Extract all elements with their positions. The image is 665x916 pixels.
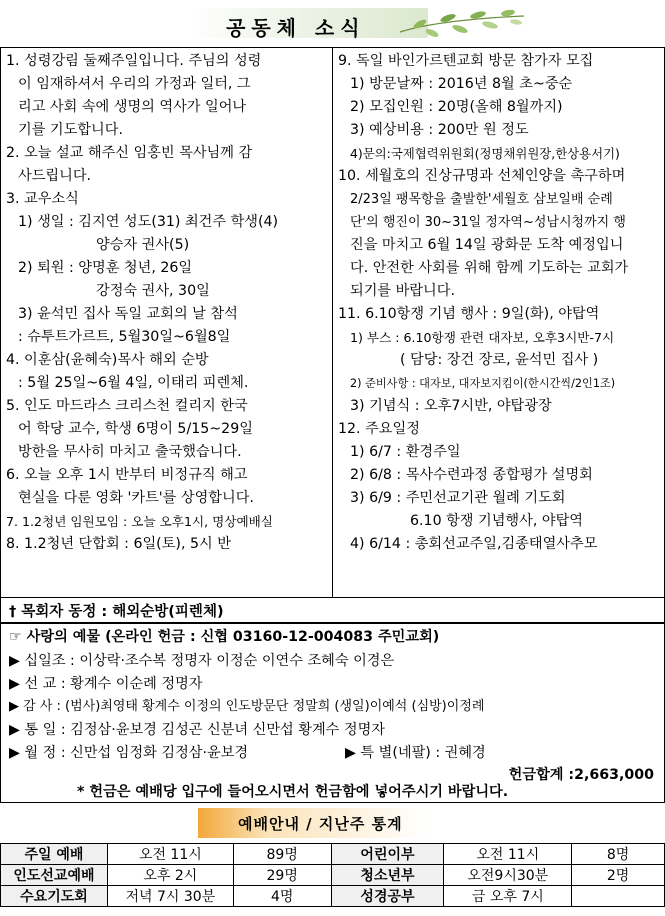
news-line: : 5월 25일~6월 4일, 이태리 피렌체.: [18, 375, 249, 391]
news-line: 4)문의:국제협력위원회(정명채위원장,한상용서기): [350, 146, 620, 161]
news-line: 방한을 무사히 마치고 출국했습니다.: [18, 444, 242, 460]
news-line: 1) 생일 : 김지연 성도(31) 최건주 학생(4): [18, 214, 279, 230]
stats-label: 어린이부: [331, 844, 444, 865]
offering-total: 헌금합계 :2,663,000: [508, 767, 654, 783]
table-row: [1, 886, 665, 907]
news-line: 11. 6.10항쟁 기념 행사 : 9일(화), 야탑역: [338, 306, 600, 322]
news-line: 7. 1.2청년 임원모임 : 오늘 오후1시, 명상예배실: [6, 514, 273, 529]
news-line: 3) 6/9 : 주민선교기관 월례 기도회: [350, 490, 566, 506]
stats-time: 금 오후 7시: [444, 886, 572, 907]
offering-special: ▶ 특 별(네팔) : 권혜경: [345, 745, 486, 761]
news-line: 4) 6/14 : 총회선교주일,김종태열사추모: [350, 536, 598, 552]
stats-time: 오전 11시: [444, 844, 572, 865]
offering-mission: ▶ 선 교 : 황계수 이순례 정명자: [9, 676, 203, 692]
news-line: 2) 퇴원 : 양명훈 청년, 26일: [18, 260, 193, 276]
offering-section: [0, 623, 665, 803]
news-line: 2) 모집인원 : 20명(올해 8월까지): [350, 99, 563, 115]
stats-count: 2명: [572, 865, 665, 886]
stats-count: 29명: [233, 865, 331, 886]
stats-count: [572, 886, 665, 907]
news-line: 3) 예상비용 : 200만 원 정도: [350, 122, 529, 138]
news-right-column: [338, 50, 628, 556]
stats-time: 오후 2시: [107, 865, 233, 886]
news-line: 3. 교우소식: [6, 191, 79, 207]
stats-time: 오전9시30분: [444, 865, 572, 886]
news-line: 1. 성령강림 둘째주일입니다. 주님의 성령: [6, 53, 262, 69]
news-line: 3) 기념식 : 오후7시반, 야탑광장: [350, 398, 552, 414]
news-line: 4. 이훈삼(윤혜숙)목사 해외 순방: [6, 352, 209, 368]
news-line: 리고 사회 속에 생명의 역사가 일어나: [18, 99, 247, 115]
news-line: 12. 주요일정: [338, 421, 420, 437]
news-line: 6. 오늘 오후 1시 반부터 비정규직 해고: [6, 467, 248, 483]
news-line: 되기를 바랍니다.: [350, 283, 455, 299]
stats-title: 예배안내 / 지난주 통계: [238, 815, 403, 833]
news-line: 9. 독일 바인가르텐교회 방문 참가자 모집: [338, 53, 594, 69]
news-line: 5. 인도 마드라스 크리스천 컬리지 한국: [6, 398, 248, 414]
news-line: 6.10 항쟁 기념행사, 야탑역: [410, 513, 583, 529]
news-line: 사드립니다.: [18, 168, 92, 184]
stats-label: 성경공부: [331, 886, 444, 907]
offering-monthly: ▶ 월 정 : 신만섭 임정화 김정삼·윤보경: [9, 745, 249, 761]
stats-label: 주일 예배: [1, 844, 108, 865]
offering-unification: ▶ 통 일 : 김정삼·윤보경 김성곤 신분녀 신만섭 황계수 정명자: [9, 722, 386, 738]
news-line: 다. 안전한 사회를 위해 함께 기도하는 교회가: [350, 260, 629, 276]
table-row: [1, 844, 665, 865]
news-line: 3) 윤석민 집사 독일 교회의 날 참석: [18, 306, 238, 322]
offering-thanks: ▶ 감 사 : (범사)최영태 황계수 이정의 인도방문단 정말희 (생일)이예석 (심방)이정례: [9, 699, 485, 714]
stats-label: 수요기도회: [1, 886, 108, 907]
news-line: 2/23일 팽목항을 출발한'세월호 삼보일배 순례: [350, 192, 613, 207]
news-line: 기를 기도합니다.: [18, 122, 123, 138]
news-line: 양승자 권사(5): [96, 237, 190, 253]
news-line: 1) 부스 : 6.10항쟁 관련 대자보, 오후3시반-7시: [350, 330, 615, 345]
news-line: 단'의 행진이 30~31일 정자역~성남시청까지 행: [350, 215, 626, 230]
news-line: 이 임재하셔서 우리의 가정과 일터, 그: [18, 76, 251, 92]
stats-time: 저녁 7시 30분: [107, 886, 233, 907]
title-bar: [0, 4, 665, 44]
stats-count: 8명: [572, 844, 665, 865]
offering-heading: ☞ 사랑의 예물 (온라인 헌금 : 신협 03160-12-004083 주민교회): [9, 629, 440, 645]
offering-notice: * 헌금은 예배당 입구에 들어오시면서 헌금함에 넣어주시기 바랍니다.: [77, 784, 509, 800]
stats-count: 4명: [233, 886, 331, 907]
stats-time: 오전 11시: [107, 844, 233, 865]
news-line: 어 학당 교수, 학생 6명이 5/15~29일: [18, 421, 253, 437]
offering-tithe: ▶ 십일조 : 이상락·조수복 정명자 이정순 이연수 조혜숙 이경은: [9, 653, 395, 669]
stats-count: 89명: [233, 844, 331, 865]
news-line: 1) 6/7 : 환경주일: [350, 444, 461, 460]
news-line: 1) 방문날짜 : 2016년 8월 초~중순: [350, 76, 573, 92]
news-line: 2) 6/8 : 목사수련과정 종합평가 설명회: [350, 467, 593, 483]
news-line: 8. 1.2청년 단합회 : 6일(토), 5시 반: [6, 536, 231, 552]
stats-table: [0, 843, 665, 907]
pastor-update: † 목회자 동정 : 해외순방(피렌체): [0, 597, 665, 623]
news-line: 2. 오늘 설교 해주신 임홍빈 목사님께 감: [6, 145, 253, 161]
table-row: [1, 865, 665, 886]
news-left-column: [6, 50, 278, 556]
news-line: 진을 마치고 6월 14일 광화문 도착 예정입니: [350, 237, 624, 253]
news-line: 강정숙 권사, 30일: [96, 283, 210, 299]
news-line: 2) 준비사항 : 대자보, 대자보지킴이(한시간씩/2인1조): [350, 377, 616, 390]
news-line: 10. 세월호의 진상규명과 선체인양을 촉구하며: [338, 168, 626, 184]
news-line: ( 담당: 장건 장로, 윤석민 집사 ): [400, 352, 599, 368]
page-title: 공동체 소식: [226, 16, 366, 40]
leaf-decoration-icon: [398, 6, 528, 44]
news-line: : 슈투트가르트, 5월30일~6월8일: [18, 329, 231, 345]
news-line: 현실을 다룬 영화 '카트'를 상영합니다.: [18, 490, 254, 506]
stats-label: 청소년부: [331, 865, 444, 886]
stats-label: 인도선교예배: [1, 865, 108, 886]
